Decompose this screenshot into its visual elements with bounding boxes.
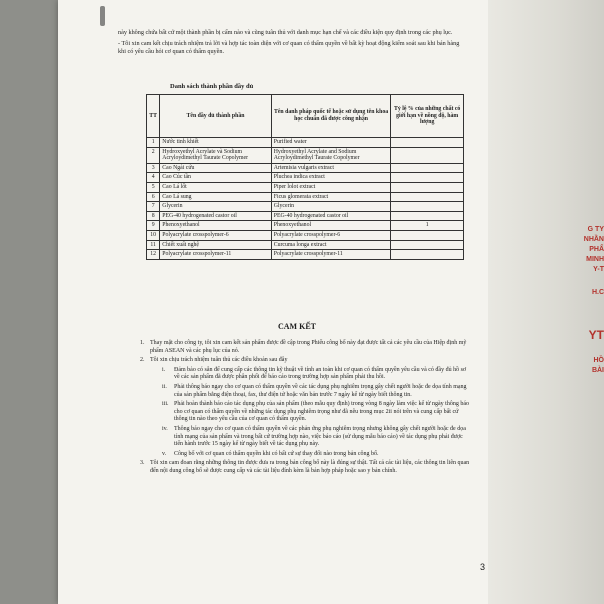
cell-inci-name: Purified water [271, 138, 391, 148]
table-row [147, 163, 464, 173]
cell-tt: 10 [147, 230, 160, 240]
cell-vn-name: Chiết xuất nghệ [160, 240, 271, 250]
table-header-row [147, 95, 464, 138]
subitem-number: v. [162, 450, 167, 457]
cell-percentage [391, 147, 464, 163]
commitment-subitem [162, 367, 470, 382]
cell-inci-name: Pluchea indica extract [271, 173, 391, 183]
subitem-number: ii. [162, 383, 167, 390]
commitment-subitem [162, 401, 470, 424]
commitment-section [140, 340, 470, 478]
cell-vn-name: Cao Ngải cứu [160, 163, 271, 173]
staple-mark [100, 6, 105, 26]
cell-percentage [391, 211, 464, 221]
stamp-line: PHẨ [589, 246, 604, 253]
subitem-number: iv. [162, 425, 168, 432]
table-row [147, 202, 464, 212]
commitment-subitem [162, 451, 470, 459]
stamp-line: MINH [586, 256, 604, 263]
cell-inci-name: Piper lolot extract [271, 182, 391, 192]
cell-tt: 9 [147, 221, 160, 231]
header-vn-name: Tên đầy đủ thành phần [160, 95, 271, 138]
cell-percentage [391, 230, 464, 240]
cell-vn-name: Nước tinh khiết [160, 138, 271, 148]
stamp-line: BÀI [591, 367, 604, 374]
document-page [58, 0, 488, 604]
cell-inci-name: Polyacrylate crosspolymer-11 [271, 250, 391, 260]
cell-percentage [391, 250, 464, 260]
cell-percentage [391, 173, 464, 183]
stamp-line: Y-T [593, 266, 604, 273]
cell-inci-name: Ficus glomerata extract [271, 192, 391, 202]
subitem-text: Phải thông báo ngay cho cơ quan có thẩm quyền về các tác dụng phụ nghiêm trọng gây chết người hoặc đe dọa tính mạng của sản phẩm bằng điện thoại, fax, thư điện tử hoặc văn bản trước 7 ngày kể từ ngày biết thông tin. [174, 383, 467, 398]
cell-vn-name: Polyacrylate crosspolymer-11 [160, 250, 271, 260]
cell-tt: 12 [147, 250, 160, 260]
cell-vn-name: Cao Lá sung [160, 192, 271, 202]
cell-inci-name: Polyacrylate crosspolymer-6 [271, 230, 391, 240]
table-body [147, 138, 464, 260]
cell-tt: 7 [147, 202, 160, 212]
stamp-line: H.C [591, 289, 604, 296]
commitment-item [140, 460, 470, 475]
cell-tt: 5 [147, 182, 160, 192]
cell-percentage [391, 192, 464, 202]
stamp-line: HỒ [593, 357, 604, 364]
cell-inci-name: Glycerin [271, 202, 391, 212]
cell-inci-name: PEG-40 hydrogenated castor oil [271, 211, 391, 221]
commitment-subitem [162, 426, 470, 449]
table-row [147, 182, 464, 192]
table-row [147, 138, 464, 148]
item-number: 2. [140, 357, 145, 364]
item-text: Thay mặt cho công ty, tôi xin cam kết sản phẩm được đề cập trong Phiếu công bố này đạt được tất cả các yêu cầu của Hiệp định mỹ phẩm ASEAN và các phụ lục của nó. [150, 340, 467, 354]
cell-tt: 4 [147, 173, 160, 183]
intro-section [118, 29, 463, 59]
page-number: 3 [480, 562, 486, 572]
commitment-item [140, 340, 470, 355]
subitem-text: Đảm bảo có sẵn để cung cấp các thông tin kỹ thuật về tính an toàn khi cơ quan có thẩm quyền yêu cầu và có đầy đủ hồ sơ về các sản phẩm đã được phân phối để báo cáo trong trường hợp sản phẩm phải thu hồi. [174, 366, 467, 381]
red-stamp [570, 225, 604, 375]
cell-vn-name: Cao Cúc tần [160, 173, 271, 183]
table-title: Danh sách thành phần đầy đủ [170, 83, 254, 90]
cell-tt: 1 [147, 138, 160, 148]
subitem-text: Thông báo ngay cho cơ quan có thẩm quyền về các phản ứng phụ nghiêm trọng nhưng không gây chết người hoặc đe dọa tính mạng của sản phẩm và trong bất cứ trường hợp nào, việc báo cáo (sử dụng mẫu báo cáo) về tác dụng phụ phải được tiến hành trước 15 ngày kể từ ngày biết về tác dụng phụ này. [174, 425, 466, 448]
commitment-title: CAM KẾT [278, 322, 316, 331]
intro-line-2: - Tôi xin cam kết chịu trách nhiệm trả lời và hợp tác toàn diện với cơ quan có thẩm quyền về bất kỳ hoạt động kiểm soát sau khi bán hàng khi có yêu cầu hỏi cơ quan có thẩm quyền. [118, 40, 460, 55]
cell-vn-name: Cao Lá lốt [160, 182, 271, 192]
subitem-number: i. [162, 366, 166, 373]
table-row [147, 211, 464, 221]
cell-vn-name: Glycerin [160, 202, 271, 212]
cell-tt: 3 [147, 163, 160, 173]
item-text: Tôi xin chịu trách nhiệm tuân thủ các điều khoản sau đây [150, 357, 288, 364]
header-percentage: Tỷ lệ % của những chất có giới hạn về nồng độ, hàm lượng [391, 95, 464, 138]
cell-percentage [391, 138, 464, 148]
item-number: 1. [140, 340, 145, 346]
cell-inci-name: Phenoxyethanol [271, 221, 391, 231]
subitem-text: Công bố với cơ quan có thẩm quyền khi có bất cứ sự thay đổi nào trong bản công bố. [174, 450, 379, 457]
cell-vn-name: Hydroxyethyl Acrylate và Sodium Acryloydimethyl Taurate Copolymer [160, 147, 271, 163]
table-row [147, 192, 464, 202]
commitment-subitem [162, 384, 470, 399]
cell-percentage [391, 163, 464, 173]
cell-inci-name: Hydroxyethyl Acrylate and Sodium Acryloydimethyl Taurate Copolymer [271, 147, 391, 163]
commitment-item [140, 357, 470, 365]
cell-tt: 11 [147, 240, 160, 250]
item-number: 3. [140, 460, 145, 467]
stamp-big-text: YT [588, 328, 604, 342]
cell-percentage [391, 182, 464, 192]
table-row [147, 240, 464, 250]
item-text: Tôi xin cam đoan rằng những thông tin được đưa ra trong bản công bố này là đúng sự thật. Tất cả các tài liệu, các thông tin liên quan đến nội dung công bố sẽ được cung cấp và các tài liệu đính kèm là bản hợp pháp hoặc sao y bản chính. [150, 460, 470, 474]
cell-vn-name: PEG-40 hydrogenated castor oil [160, 211, 271, 221]
table-row [147, 147, 464, 163]
cell-percentage [391, 202, 464, 212]
cell-inci-name: Curcuma longa extract [271, 240, 391, 250]
ingredients-table [146, 94, 464, 260]
header-inci-name: Tên danh pháp quốc tế hoặc sử dụng tên khoa học chuẩn đã được công nhận [271, 95, 391, 138]
cell-percentage: 1 [391, 221, 464, 231]
stamp-line: NHẦN [583, 236, 604, 243]
cell-percentage [391, 240, 464, 250]
table-row [147, 221, 464, 231]
cell-tt: 2 [147, 147, 160, 163]
subitem-text: Phải hoàn thành báo cáo tác dụng phụ của sản phẩm (theo mẫu quy định) trong vòng 8 ngày làm việc kể từ ngày thông báo cho cơ quan có thẩm quyền về những tác dụng phụ nghiêm trọng như đã nêu trong mục 2ii nói trên và cung cấp bất cứ thông tin nào theo yêu cầu của cơ quan có thẩm quyền. [174, 401, 470, 423]
cell-vn-name: Phenoxyethanol [160, 221, 271, 231]
subitem-number: iii. [162, 401, 169, 408]
table-row [147, 173, 464, 183]
header-tt: TT [147, 95, 160, 138]
stamp-line: G TY [587, 226, 604, 233]
table-row [147, 230, 464, 240]
cell-tt: 6 [147, 192, 160, 202]
cell-tt: 8 [147, 211, 160, 221]
intro-line-1: này không chứa bất cứ một thành phần bị cấm nào và cũng tuân thủ với danh mục hạn chế và các điều kiện quy định trong các phụ lục. [118, 29, 453, 36]
table-row [147, 250, 464, 260]
cell-vn-name: Polyacrylate crosspolymer-6 [160, 230, 271, 240]
cell-inci-name: Artemisia vulgaris extract [271, 163, 391, 173]
